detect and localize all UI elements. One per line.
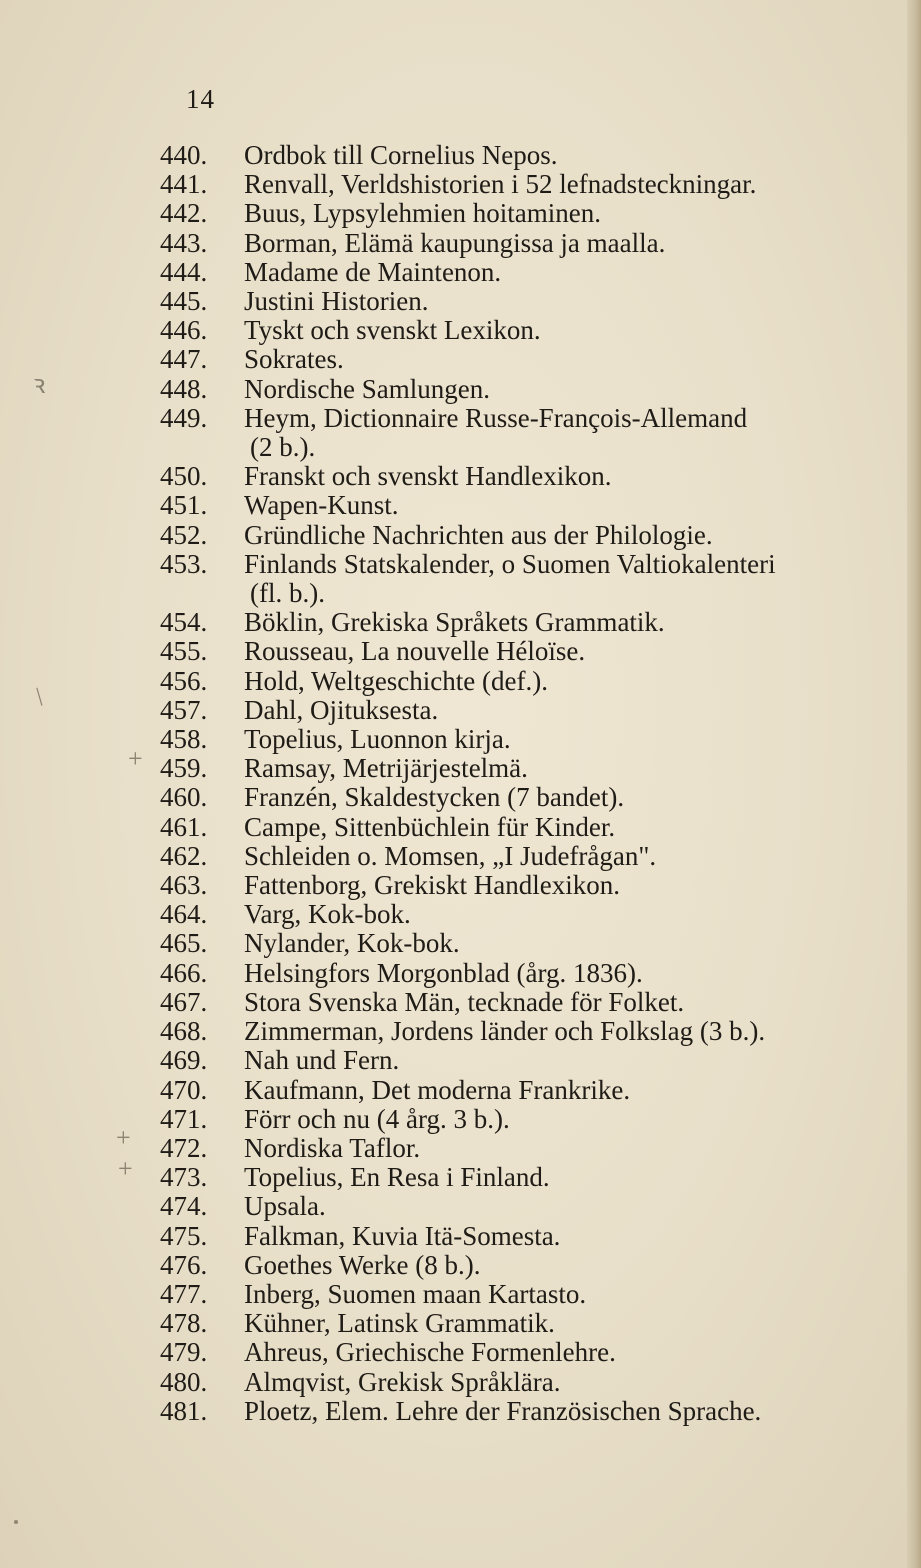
book-entry xyxy=(160,1163,880,1192)
entry-number: 475. xyxy=(160,1220,208,1251)
entry-title-text: Förr och nu (4 årg. 3 b.). xyxy=(244,1103,510,1134)
entry-number: 459. xyxy=(160,753,208,784)
book-entry xyxy=(160,491,880,520)
margin-pencil-mark: ꝛ xyxy=(33,370,46,399)
entry-title-text: Nordische Samlungen. xyxy=(244,373,490,404)
book-entry xyxy=(160,1309,880,1338)
book-entry xyxy=(160,1338,880,1367)
book-entry xyxy=(160,229,880,258)
entry-title xyxy=(244,521,880,550)
entry-title xyxy=(244,813,880,842)
entry-title-text: Fattenborg, Grekiskt Handlexikon. xyxy=(244,870,620,901)
entry-title xyxy=(244,1251,880,1280)
entry-title xyxy=(244,1192,880,1221)
entry-title-text: Dahl, Ojituksesta. xyxy=(244,694,439,725)
entry-title-text: Upsala. xyxy=(244,1191,326,1222)
entry-number: 443. xyxy=(160,227,208,258)
entry-number: 463. xyxy=(160,870,208,901)
entry-title-text: Heym, Dictionnaire Russe-François-Allemand xyxy=(244,402,748,433)
entry-title-text: Helsingfors Morgonblad (årg. 1836). xyxy=(244,957,643,988)
entry-number: 445. xyxy=(160,286,208,317)
entry-title xyxy=(244,1338,880,1367)
entry-title-text: Nah und Fern. xyxy=(244,1045,400,1076)
book-list xyxy=(160,141,880,1426)
entry-number: 444. xyxy=(160,256,208,287)
entry-title xyxy=(244,462,880,491)
book-entry xyxy=(160,900,880,929)
book-entry xyxy=(160,258,880,287)
entry-title-text: Borman, Elämä kaupungissa ja maalla. xyxy=(244,227,666,258)
book-entry xyxy=(160,959,880,988)
margin-tick-mark: + xyxy=(116,1123,131,1152)
entry-title-text: Almqvist, Grekisk Språklära. xyxy=(244,1366,561,1397)
entry-number: 449. xyxy=(160,402,208,433)
entry-title-text: Madame de Maintenon. xyxy=(244,256,502,287)
entry-title xyxy=(244,316,880,345)
entry-title-continuation: (2 b.). xyxy=(250,432,316,463)
book-entry xyxy=(160,521,880,550)
entry-number: 447. xyxy=(160,344,208,375)
entry-number: 464. xyxy=(160,899,208,930)
entry-title xyxy=(244,170,880,199)
margin-tick-mark-2: + xyxy=(118,1154,133,1183)
entry-title xyxy=(244,1309,880,1338)
entry-number: 441. xyxy=(160,169,208,200)
entry-title-text: Schleiden o. Momsen, „I Judefrågan". xyxy=(244,840,657,871)
entry-title xyxy=(244,1368,880,1397)
entry-title-text: Nylander, Kok-bok. xyxy=(244,928,460,959)
entry-title xyxy=(244,842,880,871)
entry-number: 456. xyxy=(160,665,208,696)
book-entry xyxy=(160,725,880,754)
entry-title xyxy=(244,1280,880,1309)
book-entry xyxy=(160,141,880,170)
entry-number: 461. xyxy=(160,811,208,842)
entry-title-text: Rousseau, La nouvelle Héloïse. xyxy=(244,636,586,667)
entry-title-text: Varg, Kok-bok. xyxy=(244,899,411,930)
book-entry xyxy=(160,1222,880,1251)
book-entry xyxy=(160,1192,880,1221)
book-entry xyxy=(160,608,880,637)
book-entry xyxy=(160,1134,880,1163)
entry-title xyxy=(244,1017,880,1046)
entry-title-text: Zimmerman, Jordens länder och Folkslag (3 b.). xyxy=(244,1016,766,1047)
entry-title xyxy=(244,229,880,258)
entry-title xyxy=(244,667,880,696)
book-entry xyxy=(160,754,880,783)
entry-number: 450. xyxy=(160,461,208,492)
book-entry xyxy=(160,345,880,374)
entry-number: 457. xyxy=(160,694,208,725)
page-edge-shadow xyxy=(907,0,921,1568)
entry-title-text: Ramsay, Metrijärjestelmä. xyxy=(244,753,528,784)
entry-number: 466. xyxy=(160,957,208,988)
entry-title xyxy=(244,141,880,170)
entry-title xyxy=(244,375,880,404)
entry-number: 454. xyxy=(160,607,208,638)
entry-number: 476. xyxy=(160,1249,208,1280)
entry-title-text: Campe, Sittenbüchlein für Kinder. xyxy=(244,811,616,842)
book-entry xyxy=(160,170,880,199)
book-entry xyxy=(160,783,880,812)
entry-title xyxy=(244,1222,880,1251)
page-number: 14 xyxy=(186,84,215,114)
entry-number: 442. xyxy=(160,198,208,229)
book-entry xyxy=(160,1251,880,1280)
entry-title-text: Topelius, En Resa i Finland. xyxy=(244,1162,550,1193)
book-entry xyxy=(160,696,880,725)
entry-number: 452. xyxy=(160,519,208,550)
entry-title xyxy=(244,345,880,374)
book-entry xyxy=(160,404,880,462)
entry-number: 446. xyxy=(160,315,208,346)
entry-title-text: Franzén, Skaldestycken (7 bandet). xyxy=(244,782,625,813)
entry-title xyxy=(244,900,880,929)
entry-title-text: Ploetz, Elem. Lehre der Französischen Sprache. xyxy=(244,1395,762,1426)
entry-title xyxy=(244,929,880,958)
entry-number: 472. xyxy=(160,1132,208,1163)
entry-title xyxy=(244,1046,880,1075)
entry-title xyxy=(244,1397,880,1426)
book-entry xyxy=(160,1076,880,1105)
entry-title-text: Inberg, Suomen maan Kartasto. xyxy=(244,1278,587,1309)
entry-title-text: Wapen-Kunst. xyxy=(244,490,399,521)
entry-number: 467. xyxy=(160,986,208,1017)
book-entry xyxy=(160,1017,880,1046)
entry-title xyxy=(244,959,880,988)
entry-title xyxy=(244,258,880,287)
book-entry xyxy=(160,637,880,666)
book-entry xyxy=(160,1046,880,1075)
entry-number: 471. xyxy=(160,1103,208,1134)
entry-number: 440. xyxy=(160,140,208,170)
entry-number: 453. xyxy=(160,548,208,579)
entry-title xyxy=(244,199,880,228)
book-entry xyxy=(160,813,880,842)
book-entry xyxy=(160,988,880,1017)
entry-number: 462. xyxy=(160,840,208,871)
entry-title-text: Goethes Werke (8 b.). xyxy=(244,1249,481,1280)
entry-title-continuation: (fl. b.). xyxy=(250,578,325,609)
entry-title xyxy=(244,1105,880,1134)
entry-number: 478. xyxy=(160,1308,208,1339)
entry-number: 481. xyxy=(160,1395,208,1426)
entry-title-text: Falkman, Kuvia Itä-Somesta. xyxy=(244,1220,561,1251)
entry-number: 458. xyxy=(160,724,208,755)
entry-title xyxy=(244,287,880,316)
book-entry xyxy=(160,842,880,871)
entry-title xyxy=(244,1163,880,1192)
book-entry xyxy=(160,199,880,228)
entry-title xyxy=(244,1076,880,1105)
entry-number: 474. xyxy=(160,1191,208,1222)
entry-title-text: Kühner, Latinsk Grammatik. xyxy=(244,1308,555,1339)
entry-title-text: Hold, Weltgeschichte (def.). xyxy=(244,665,548,696)
entry-title-text: Sokrates. xyxy=(244,344,344,375)
entry-number: 479. xyxy=(160,1337,208,1368)
book-entry xyxy=(160,1368,880,1397)
entry-title-text: Renvall, Verldshistorien i 52 lefnadsteckningar. xyxy=(244,169,757,200)
entry-title xyxy=(244,1134,880,1163)
entry-title xyxy=(244,491,880,520)
entry-title xyxy=(244,725,880,754)
entry-number: 455. xyxy=(160,636,208,667)
entry-title xyxy=(244,783,880,812)
book-entry xyxy=(160,287,880,316)
margin-dot xyxy=(14,1520,18,1524)
entry-title-text: Böklin, Grekiska Språkets Grammatik. xyxy=(244,607,665,638)
book-entry xyxy=(160,316,880,345)
margin-cross-mark: + xyxy=(128,744,143,773)
entry-number: 473. xyxy=(160,1162,208,1193)
entry-title-text: Ahreus, Griechische Formenlehre. xyxy=(244,1337,616,1368)
book-entry xyxy=(160,375,880,404)
entry-number: 451. xyxy=(160,490,208,521)
book-entry xyxy=(160,667,880,696)
entry-number: 448. xyxy=(160,373,208,404)
book-entry xyxy=(160,1105,880,1134)
margin-pencil-stroke: / xyxy=(28,682,51,711)
entry-title xyxy=(244,608,880,637)
book-entry xyxy=(160,550,880,608)
entry-title xyxy=(244,696,880,725)
entry-title-text: Nordiska Taflor. xyxy=(244,1132,421,1163)
entry-title-text: Justini Historien. xyxy=(244,286,429,317)
entry-title-text: Finlands Statskalender, o Suomen Valtiokalenteri xyxy=(244,548,776,579)
entry-title-text: Tyskt och svenskt Lexikon. xyxy=(244,315,541,346)
entry-title-text: Topelius, Luonnon kirja. xyxy=(244,724,511,755)
entry-title-text: Franskt och svenskt Handlexikon. xyxy=(244,461,612,492)
entry-number: 469. xyxy=(160,1045,208,1076)
book-entry xyxy=(160,1280,880,1309)
book-entry xyxy=(160,462,880,491)
book-entry xyxy=(160,871,880,900)
entry-title xyxy=(244,637,880,666)
entry-title xyxy=(244,550,880,608)
entry-title-text: Gründliche Nachrichten aus der Philologie. xyxy=(244,519,713,550)
entry-number: 480. xyxy=(160,1366,208,1397)
entry-title xyxy=(244,871,880,900)
entry-number: 465. xyxy=(160,928,208,959)
entry-title-text: Stora Svenska Män, tecknade för Folket. xyxy=(244,986,685,1017)
entry-title xyxy=(244,404,880,462)
entry-title-text: Ordbok till Cornelius Nepos. xyxy=(244,140,558,170)
book-entry xyxy=(160,1397,880,1426)
entry-number: 470. xyxy=(160,1074,208,1105)
entry-number: 468. xyxy=(160,1016,208,1047)
book-entry xyxy=(160,929,880,958)
entry-title-text: Kaufmann, Det moderna Frankrike. xyxy=(244,1074,631,1105)
entry-title xyxy=(244,988,880,1017)
entry-title xyxy=(244,754,880,783)
entry-title-text: Buus, Lypsylehmien hoitaminen. xyxy=(244,198,601,229)
entry-number: 477. xyxy=(160,1278,208,1309)
entry-number: 460. xyxy=(160,782,208,813)
